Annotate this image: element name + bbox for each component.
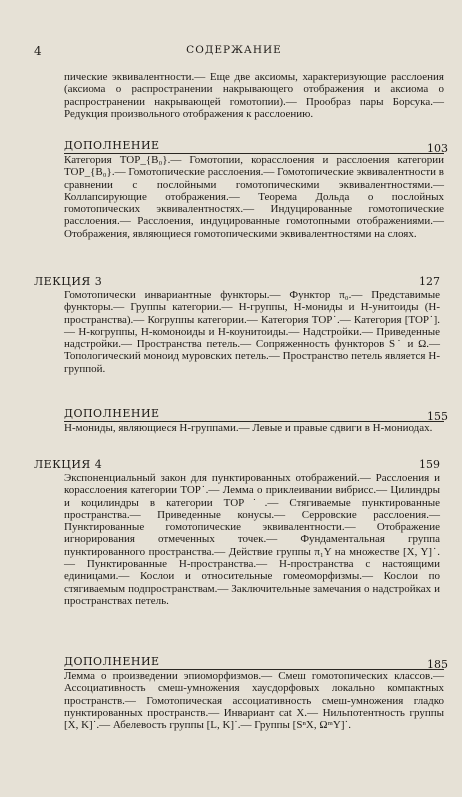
section-heading [34, 458, 440, 472]
section-heading [64, 407, 444, 422]
page-number: 4 [34, 44, 42, 58]
section-heading-text: ЛЕКЦИЯ 4 [34, 458, 103, 471]
continuation-block [64, 71, 444, 120]
running-title: СОДЕРЖАНИЕ [186, 44, 282, 56]
section-supplement-2 [64, 407, 448, 434]
section-lecture-4 [34, 458, 440, 607]
section-supplement-3 [64, 655, 448, 732]
section-heading [64, 655, 444, 670]
section-page-number: 155 [427, 410, 448, 423]
section-heading [64, 139, 444, 154]
section-heading-text: ДОПОЛНЕНИЕ [64, 407, 160, 420]
section-page-number: 127 [419, 275, 440, 288]
section-body: Экспоненциальный закон для пунктированных отображений.— Расслоения и корасслоения категории TOP˙.— Лемма о приклеивании вибрисс.— Цилиндры и коцилиндры в категории TOP˙.— Стягиваемые пунктированные пространства.— Приведенные конусы.— Серровские расслоения.— Пунктированные гомотопические эквивалентности.— Отображение игнорирования отмеченных точек.— Фундаментальная группа пунктированного пространства.— Действие группы π₁Y на множестве [X, Y]˙.— Пунктированные Н-пространства.— Н-пространства с настоящими единицами.— Кослои и относительные гомеоморфизмы.— Кослои по стягиваемым подпространствам.— Заключительные замечания о надстройках и пространствах петель. [64, 472, 440, 607]
running-header [34, 44, 434, 58]
section-body: Гомотопически инвариантные функторы.— Функтор π₀.— Представимые функторы.— Группы категории.— Н-группы, Н-мониды и Н-унитоиды (Н-пространства).— Когруппы категории.— Категория TOP˙.— Категория [TOP˙].— Н-когруппы, Н-комоноиды и Н-коунитоиды.— Надстройки.— Приведенные надстройки.— Пространства петель.— Сопряженность функторов S˙ и Ω.— Топологический моноид муровских петель.— Пространство петель является Н-группой. [64, 289, 440, 375]
section-heading-text: ДОПОЛНЕНИЕ [64, 655, 160, 668]
continuation-text: пические эквивалентности.— Еще две аксиомы, характеризующие расслоения (аксиома о распространении накрывающего отображения и аксиома о распространении накрывающей гомотопии).— Прообраз пары Борсука.— Редукция произвольного отображения к расслоению. [64, 71, 444, 120]
section-body: Категория TOP_{B₀}.— Гомотопии, корасслоения и расслоения категории TOP_{B₀}.— Гомотопические расслоения.— Гомотопические эквивалентности в сравнении с послойными гомотопическими эквивалентностями.— Коллапсирующие отображения.— Теорема Дольда о послойных гомотопических эквивалентностях.— Индуцированные гомотопические расслоения.— Расслоения, индуцированные гомотопными отображениями.— Отображения, являющиеся гомотопическими эквивалентностями на слоях. [64, 154, 444, 240]
section-supplement-1 [64, 139, 448, 240]
section-lecture-3 [34, 275, 440, 375]
section-heading [34, 275, 440, 289]
section-page-number: 103 [427, 142, 448, 155]
section-heading-text: ЛЕКЦИЯ 3 [34, 275, 103, 288]
section-body: Лемма о произведении эпиоморфизмов.— Смеш гомотопических классов.— Ассоциативность смеш-умножения хаусдорфовых локально компактных пространств.— Гомотопическая ассоциативность смеш-умножения гладко пунктированных пространств.— Инвариант cat X.— Нильпотентность группы [X, K]˙.— Абелевость группы [L, K]˙.— Группы [SⁿX, ΩᵐY]˙. [64, 670, 444, 732]
section-heading-text: ДОПОЛНЕНИЕ [64, 139, 160, 152]
section-page-number: 159 [419, 458, 440, 471]
section-body: Н-мониды, являющиеся Н-группами.— Левые и правые сдвиги в Н-мониодах. [64, 422, 433, 434]
section-page-number: 185 [427, 658, 448, 671]
